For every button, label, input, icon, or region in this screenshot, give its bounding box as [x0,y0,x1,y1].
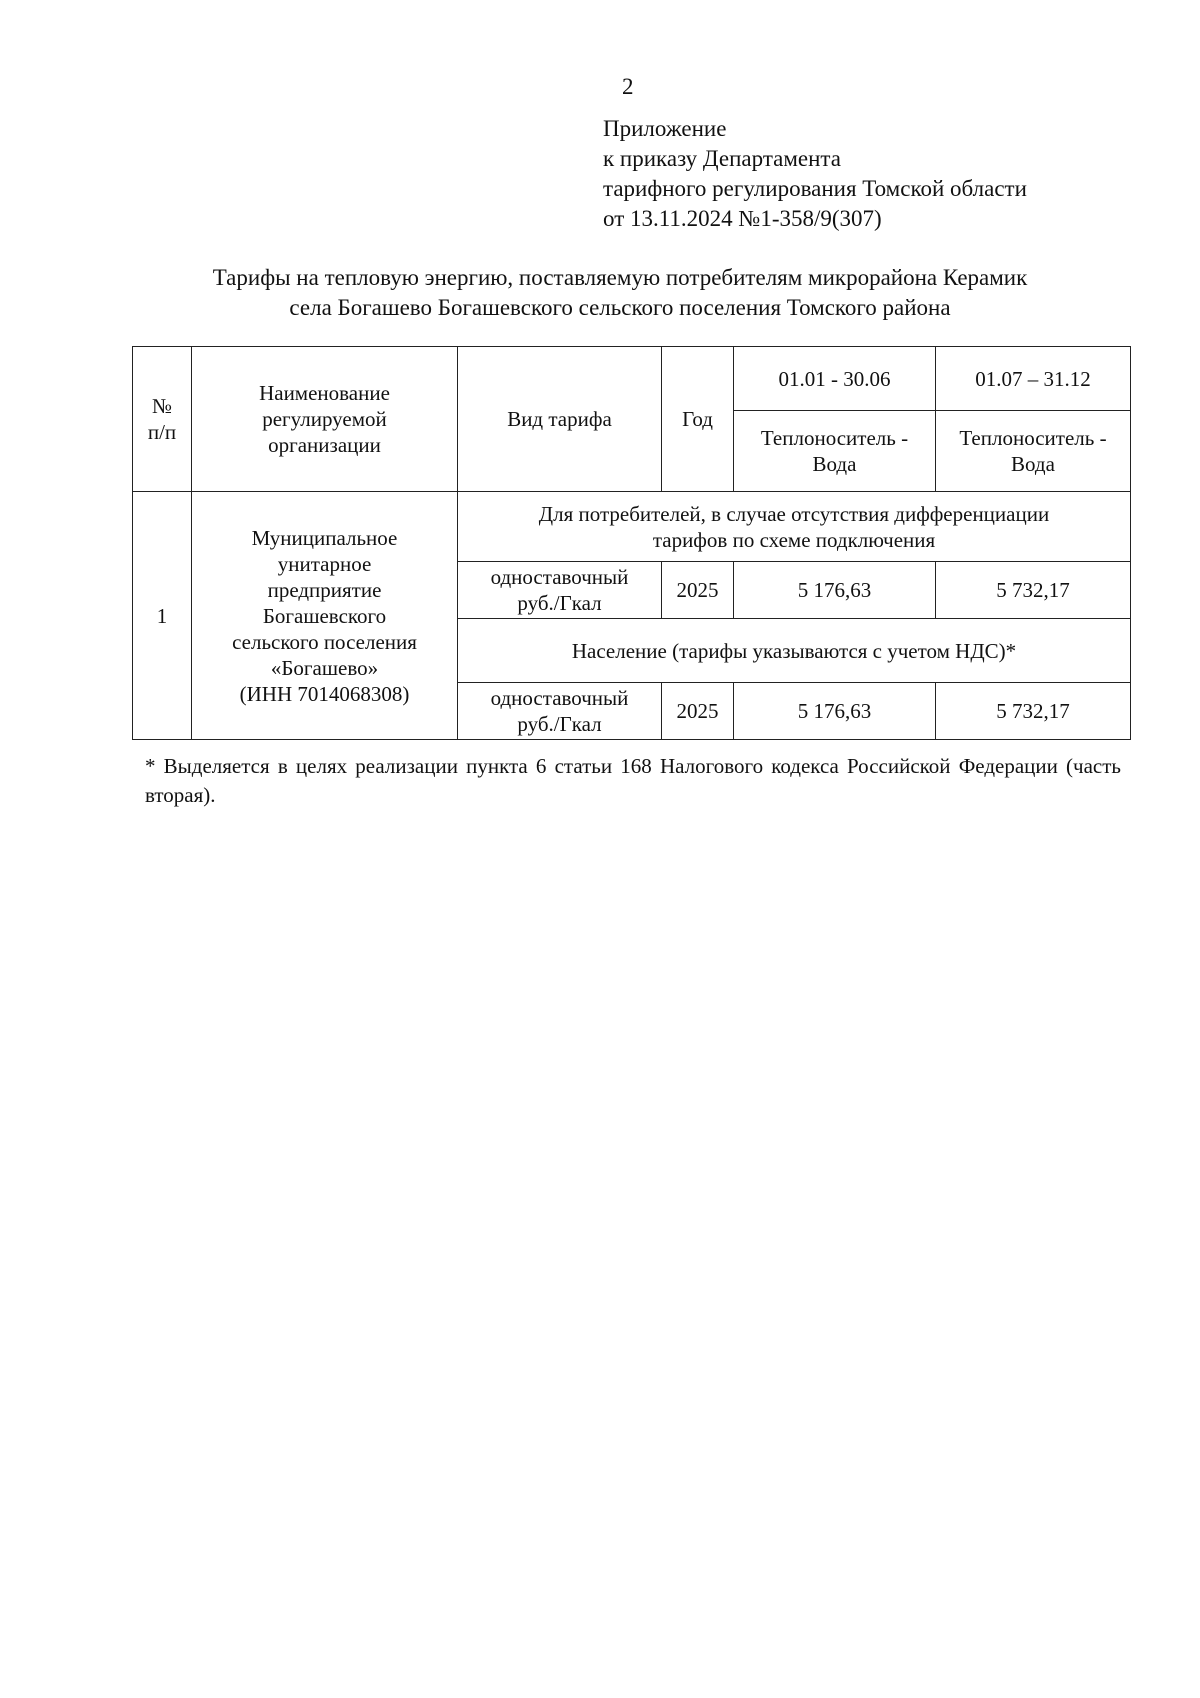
header-carrier-1-line-1: Теплоноситель - [760,426,909,450]
header-carrier-2-cell [936,411,1131,492]
tariff-type-cell [458,562,662,619]
row-number-cell: 1 [133,492,192,740]
header-carrier-1-cell [734,411,936,492]
header-org-line-3: организации [268,433,381,457]
year-cell: 2025 [662,683,734,740]
tariff-type-line-1: одноставочный [490,565,629,589]
table-header-row [133,347,1131,411]
tariff-table [132,346,1131,740]
title-line-1: Тарифы на тепловую энергию, поставляемую потребителям микрорайона Керамик [212,265,1028,290]
footnote: * Выделяется в целях реализации пункта 6 статьи 168 Налогового кодекса Российской Федерации (часть вторая). [145,754,1121,807]
header-organization-cell [192,347,458,492]
org-line: сельского поселения [232,629,417,654]
appendix-line-2: к приказу Департамента [603,146,841,171]
group-label-cell: Население (тарифы указываются с учетом НДС)* [458,619,1131,683]
value-period-2-cell: 5 732,17 [936,683,1131,740]
header-carrier-1-line-2: Вода [812,452,857,476]
header-period-1-cell: 01.01 - 30.06 [734,347,936,411]
appendix-line-1: Приложение [603,116,727,141]
value-period-1-cell: 5 176,63 [734,683,936,740]
value-period-1-cell: 5 176,63 [734,562,936,619]
tariff-type-line-1: одноставочный [490,686,629,710]
header-period-2-cell: 01.07 – 31.12 [936,347,1131,411]
org-line: Муниципальное [251,525,398,550]
header-org-line-2: регулируемой [262,407,387,431]
value-period-2-cell: 5 732,17 [936,562,1131,619]
tariff-type-line-2: руб./Гкал [517,591,602,615]
title-line-2: села Богашево Богашевского сельского поселения Томского района [289,295,951,320]
group-label-cell [458,492,1131,562]
header-number-line-1: № [151,394,173,418]
org-line: (ИНН 7014068308) [239,681,410,706]
table-row [133,492,1131,562]
header-tariff-type-cell: Вид тарифа [458,347,662,492]
year-cell: 2025 [662,562,734,619]
header-number-line-2: п/п [147,420,177,444]
document-title [120,263,1120,323]
org-line: предприятие [267,577,382,602]
org-line: «Богашево» [270,655,379,680]
header-number-cell [133,347,192,492]
org-line: унитарное [277,551,372,576]
group-label-line-1: Для потребителей, в случае отсутствия дифференциации [538,501,1050,526]
page-number: 2 [622,74,634,99]
header-carrier-2-line-1: Теплоноситель - [959,426,1107,450]
group-label-line-2: тарифов по схеме подключения [652,527,936,552]
appendix-line-4: от 13.11.2024 №1-358/9(307) [603,206,882,231]
organization-cell [192,492,458,740]
header-org-line-1: Наименование [259,381,390,405]
header-year-cell: Год [662,347,734,492]
tariff-type-line-2: руб./Гкал [517,712,602,736]
tariff-type-cell [458,683,662,740]
org-line: Богашевского [262,603,387,628]
appendix-header [603,114,1027,234]
appendix-line-3: тарифного регулирования Томской области [603,176,1027,201]
header-carrier-2-line-2: Вода [1011,452,1055,476]
